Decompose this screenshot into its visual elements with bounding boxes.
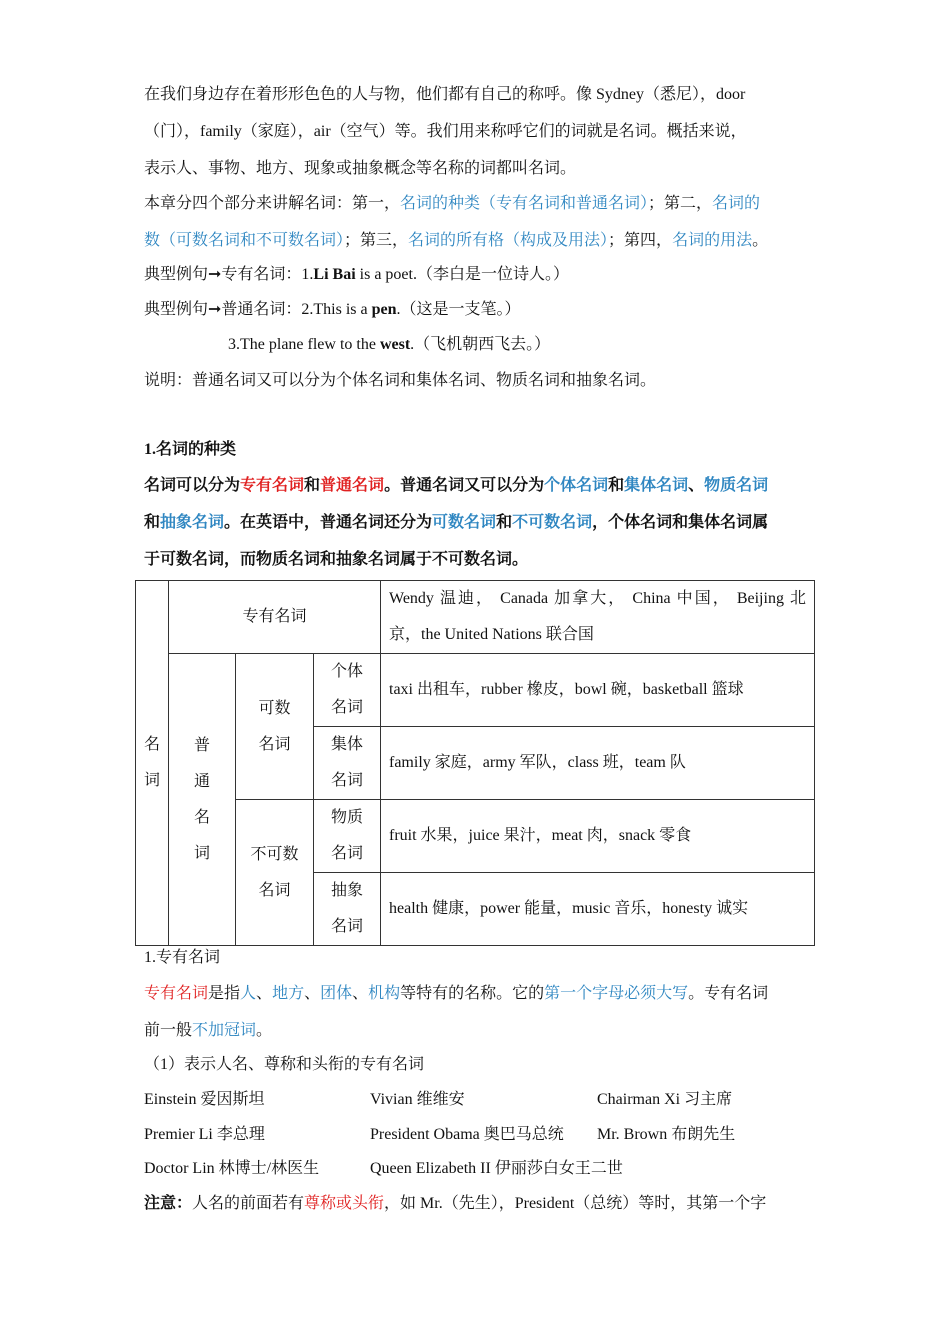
term-proper-noun: 专有名词 xyxy=(144,985,209,1002)
name-item: Vivian 维维安 xyxy=(370,1091,465,1108)
text: 、 xyxy=(352,985,369,1002)
text: 和 xyxy=(304,477,321,494)
text: 名词 xyxy=(330,845,363,862)
text: 典型例句➞普通名词：2.This is a xyxy=(144,301,372,318)
cell-common-noun xyxy=(169,654,236,946)
text: 、 xyxy=(304,985,321,1002)
noun-classification-table xyxy=(135,580,815,946)
cell-collective-examples: family 家庭，army 军队，class 班，team 队 xyxy=(381,727,815,800)
cell-abstract-examples: health 健康，power 能量，music 音乐，honesty 诚实 xyxy=(381,873,815,946)
text: 本章分四个部分来讲解名词：第一， xyxy=(144,195,401,212)
text: 和 xyxy=(496,514,513,531)
name-item: Einstein 爱因斯坦 xyxy=(144,1091,265,1108)
link-noun-number-b: 数（可数名词和不可数名词） xyxy=(144,232,345,249)
text: 可数 xyxy=(258,699,291,717)
text: .（这是一支笔。） xyxy=(396,301,521,318)
section1-para-line-2 xyxy=(144,513,768,533)
link-noun-usage: 名词的用法 xyxy=(672,232,753,249)
term-common: 普通名词 xyxy=(320,477,385,494)
text: 和 xyxy=(608,477,625,494)
link-noun-types: 名词的种类（专有名词和普通名词） xyxy=(400,195,649,212)
text: 前一般 xyxy=(144,1022,193,1039)
text: 名 xyxy=(143,736,160,753)
section1-para-line-1 xyxy=(144,476,768,496)
text: 人名的前面若有 xyxy=(192,1195,305,1212)
intro-line-2: （门），family（家庭），air（空气）等。我们用来称呼它们的词就是名词。概括来说， xyxy=(144,123,747,140)
term-proper: 专有名词 xyxy=(240,477,305,494)
name-item: Chairman Xi 习主席 xyxy=(597,1091,733,1108)
name-item: Mr. Brown 布朗先生 xyxy=(597,1126,736,1143)
subsection-title: （1）表示人名、尊称和头衔的专有名词 xyxy=(144,1056,425,1073)
keyword: pen xyxy=(371,301,397,318)
name-item: Queen Elizabeth II 伊丽莎白女王二世 xyxy=(370,1160,623,1177)
notice-line xyxy=(144,1194,766,1214)
text: 和 xyxy=(144,514,161,531)
section2-para-line-2 xyxy=(144,1021,272,1041)
cell-material xyxy=(314,800,381,873)
text: is a poet.（李白是一位诗人。） xyxy=(355,266,569,283)
text: 个体 xyxy=(330,663,363,680)
section1-para-line-3: 于可数名词，而物质名词和抽象名词属于不可数名词。 xyxy=(144,551,529,568)
text: 词 xyxy=(143,772,160,789)
name-item: Doctor Lin 林博士/林医生 xyxy=(144,1160,320,1177)
term-no-article: 不加冠词 xyxy=(192,1022,257,1039)
intro-line-3: 表示人、事物、地方、现象或抽象概念等名称的词都叫名词。 xyxy=(144,160,577,177)
cell-individual xyxy=(314,654,381,727)
cell-abstract xyxy=(314,873,381,946)
cell-material-examples: fruit 水果，juice 果汁，meat 肉，snack 零食 xyxy=(381,800,815,873)
term-group: 团体 xyxy=(320,985,353,1002)
text: 词 xyxy=(193,844,210,862)
text: 名词 xyxy=(330,772,363,789)
term-capitalize: 第一个字母必须大写 xyxy=(544,985,689,1002)
term-place: 地方 xyxy=(272,985,305,1002)
link-noun-number-a: 名词的 xyxy=(712,195,761,212)
section-title-types: 1.名词的种类 xyxy=(144,441,237,458)
text: 。专有名词 xyxy=(688,985,769,1002)
keyword: Li Bai xyxy=(313,266,356,283)
section-title-proper: 1.专有名词 xyxy=(144,949,221,966)
intro-line-4 xyxy=(144,194,760,214)
text: 典型例句➞专有名词：1. xyxy=(144,266,314,283)
cell-countable xyxy=(236,654,314,800)
text: 名词 xyxy=(258,881,291,899)
text: 不可数 xyxy=(250,845,299,863)
example-2 xyxy=(144,300,521,320)
text: .（飞机朝西飞去。） xyxy=(410,336,551,353)
term-title: 尊称或头衔 xyxy=(304,1195,385,1212)
intro-line-5 xyxy=(144,231,768,251)
text: 名词 xyxy=(330,918,363,935)
text: 、 xyxy=(688,477,705,494)
name-item: President Obama 奥巴马总统 xyxy=(370,1126,564,1143)
cell-uncountable xyxy=(236,800,314,946)
text: 。普通名词又可以分为 xyxy=(384,477,545,494)
cell-individual-examples: taxi 出租车，rubber 橡皮，bowl 碗，basketball 篮球 xyxy=(381,654,815,727)
text: 3.The plane flew to the xyxy=(228,336,380,353)
text: 名词 xyxy=(330,699,363,716)
text: 。在英语中，普通名词还分为 xyxy=(224,514,433,531)
term-person: 人 xyxy=(240,985,257,1002)
cell-proper-examples xyxy=(381,581,815,654)
term-material: 物质名词 xyxy=(704,477,769,494)
link-possessive: 名词的所有格（构成及用法） xyxy=(408,232,609,249)
text: 。 xyxy=(256,1022,273,1039)
cell-collective xyxy=(314,727,381,800)
term-abstract: 抽象名词 xyxy=(160,514,225,531)
intro-note: 说明：普通名词又可以分为个体名词和集体名词、物质名词和抽象名词。 xyxy=(144,372,657,389)
text: 京，the United Nations 联合国 xyxy=(389,626,594,643)
text: ；第四， xyxy=(608,232,673,249)
intro-line-1: 在我们身边存在着形形色色的人与物，他们都有自己的称呼。像 Sydney（悉尼），door xyxy=(144,86,746,103)
text: 名词 xyxy=(258,735,291,753)
text: Wendy 温迪， Canada 加拿大， China 中国， Beijing 北 xyxy=(389,590,806,607)
term-countable: 可数名词 xyxy=(432,514,497,531)
text: ；第三， xyxy=(344,232,409,249)
example-3 xyxy=(228,335,550,355)
text: 是指 xyxy=(208,985,241,1002)
text: 。 xyxy=(752,232,769,249)
term-collective: 集体名词 xyxy=(624,477,689,494)
text: 名词可以分为 xyxy=(144,477,241,494)
name-item: Premier Li 李总理 xyxy=(144,1126,265,1143)
text: ，个体名词和集体名词属 xyxy=(592,514,769,531)
text: ，如 Mr.（先生），President（总统）等时，其第一个字 xyxy=(384,1195,767,1212)
section2-para-line-1 xyxy=(144,984,768,1004)
text: 抽象 xyxy=(330,882,363,899)
cell-proper-noun: 专有名词 xyxy=(169,581,381,654)
text: ；第二， xyxy=(648,195,713,212)
cell-noun-root xyxy=(136,581,169,946)
notice-label: 注意： xyxy=(144,1195,193,1212)
term-individual: 个体名词 xyxy=(544,477,609,494)
term-uncountable: 不可数名词 xyxy=(512,514,593,531)
text: 等特有的名称。它的 xyxy=(400,985,545,1002)
text: 、 xyxy=(256,985,273,1002)
example-1 xyxy=(144,265,569,285)
text: 普 xyxy=(193,736,210,754)
keyword: west xyxy=(379,336,411,353)
term-organization: 机构 xyxy=(368,985,401,1002)
text: 集体 xyxy=(330,736,363,753)
text: 物质 xyxy=(330,809,363,826)
text: 名 xyxy=(193,808,210,826)
text: 通 xyxy=(193,772,210,790)
